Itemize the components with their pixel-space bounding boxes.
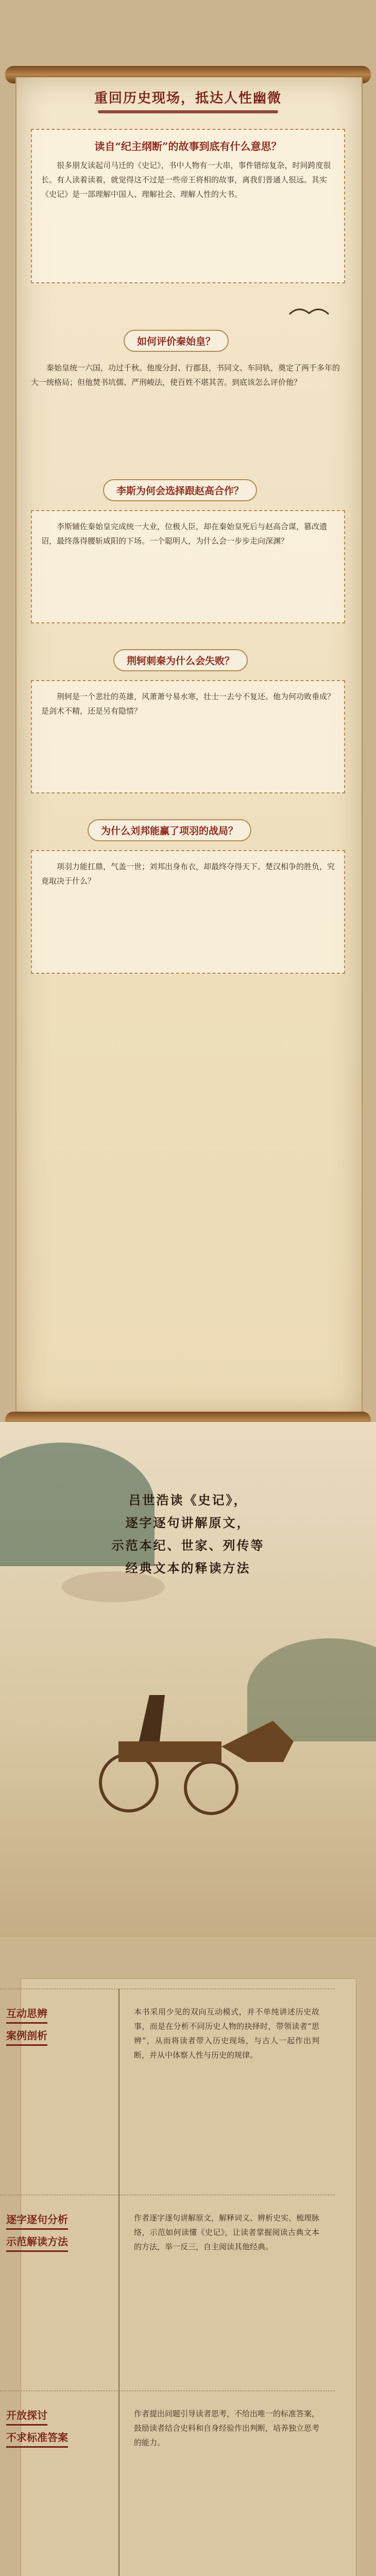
highlight-line-3: 示范本纪、世家、列传等 bbox=[111, 1538, 265, 1553]
question-box-3 bbox=[31, 510, 345, 623]
feature-row bbox=[0, 1989, 335, 2195]
feature-label-1: 开放探讨 bbox=[6, 2406, 47, 2426]
feature-label bbox=[6, 2211, 94, 2255]
feature-text: 作者提出问题引导读者思考，不给出唯一的标准答案，鼓励读者结合史料和自身经验作出判断，培养独立思考的能力。 bbox=[134, 2409, 320, 2447]
bird-icon bbox=[288, 304, 330, 325]
question-5-pill: 为什么刘邦能赢了项羽的战局？ bbox=[88, 819, 251, 841]
question-5-text: 项羽力能扛鼎，气盖一世；刘邦出身布衣，却最终夺得天下。楚汉相争的胜负，究竟取决于什么？ bbox=[41, 862, 335, 886]
highlight-line-2: 逐字逐句讲解原文， bbox=[125, 1515, 251, 1530]
feature-label-1: 互动思辨 bbox=[6, 2005, 47, 2024]
question-4-pill: 荆轲刺秦为什么会失败？ bbox=[113, 649, 248, 671]
feature-label-1: 逐字逐句分析 bbox=[6, 2211, 68, 2230]
highlight-line-1: 吕世浩读《史记》， bbox=[128, 1493, 248, 1507]
feature-text: 作者逐字逐句讲解原文，解释词义、辨析史实、梳理脉络，示范如何读懂《史记》，让读者掌握阅读古典文本的方法，举一反三，自主阅读其他经典。 bbox=[134, 2213, 320, 2251]
feature-label-2: 案例剖析 bbox=[6, 2027, 47, 2046]
question-3-text: 李斯辅佐秦始皇完成统一大业，位极人臣，却在秦始皇死后与赵高合谋，篡改遗诏，最终落得腰斩咸阳的下场。一个聪明人，为什么会一步步走向深渊？ bbox=[41, 522, 328, 546]
title-brush-line bbox=[98, 110, 278, 113]
feature-row bbox=[0, 2391, 335, 2576]
feature-row bbox=[0, 2195, 335, 2391]
hero-title: 重回历史现场，抵达人性幽微 bbox=[94, 91, 282, 106]
feature-label bbox=[6, 2406, 94, 2451]
feature-label bbox=[6, 2005, 94, 2049]
chariot-illustration bbox=[77, 1664, 299, 1829]
feature-text: 本书采用少见的双向互动模式，并不单纯讲述历史故事，而是在分析不同历史人物的抉择时，带领读者“思辨”，从而将读者带入历史现场，与古人一起作出判断，并从中体察人性与历史的规律。 bbox=[134, 2007, 319, 2060]
question-1: 读自“纪主纲断”的故事到底有什么意思？ bbox=[94, 140, 282, 152]
feature-label-2: 示范解读方法 bbox=[6, 2233, 68, 2252]
question-3-pill: 李斯为何会选择跟赵高合作？ bbox=[103, 479, 257, 501]
question-box-1 bbox=[31, 129, 345, 283]
question-box-4 bbox=[31, 680, 345, 793]
question-4-text: 荆轲是一个悲壮的英雄，风萧萧兮易水寒，壮士一去兮不复还。他为何功败垂成？是剑术不精，还是另有隐情？ bbox=[41, 692, 335, 716]
question-2-pill: 如何评价秦始皇？ bbox=[124, 330, 229, 352]
question-1-text: 很多朋友读起司马迁的《史记》，书中人物有一大串，事件错综复杂，时间跨度很长。有人读着读着，就觉得这不过是一些帝王将相的故事，离我们普通人很远。其实《史记》是一部理解中国人、理解社会、理解人性的大书。 bbox=[41, 161, 331, 199]
highlight-line-4: 经典文本的释读方法 bbox=[125, 1561, 251, 1575]
question-2-text: 秦始皇统一六国，功过千秋。他废分封、行郡县，书同文、车同轨，奠定了两千多年的大一统格局；但他焚书坑儒、严刑峻法，使百姓不堪其苦。到底该怎么评价他？ bbox=[31, 363, 340, 387]
feature-label-2: 不求标准答案 bbox=[6, 2429, 68, 2448]
highlight-block bbox=[67, 1489, 309, 1580]
question-box-5 bbox=[31, 850, 345, 974]
